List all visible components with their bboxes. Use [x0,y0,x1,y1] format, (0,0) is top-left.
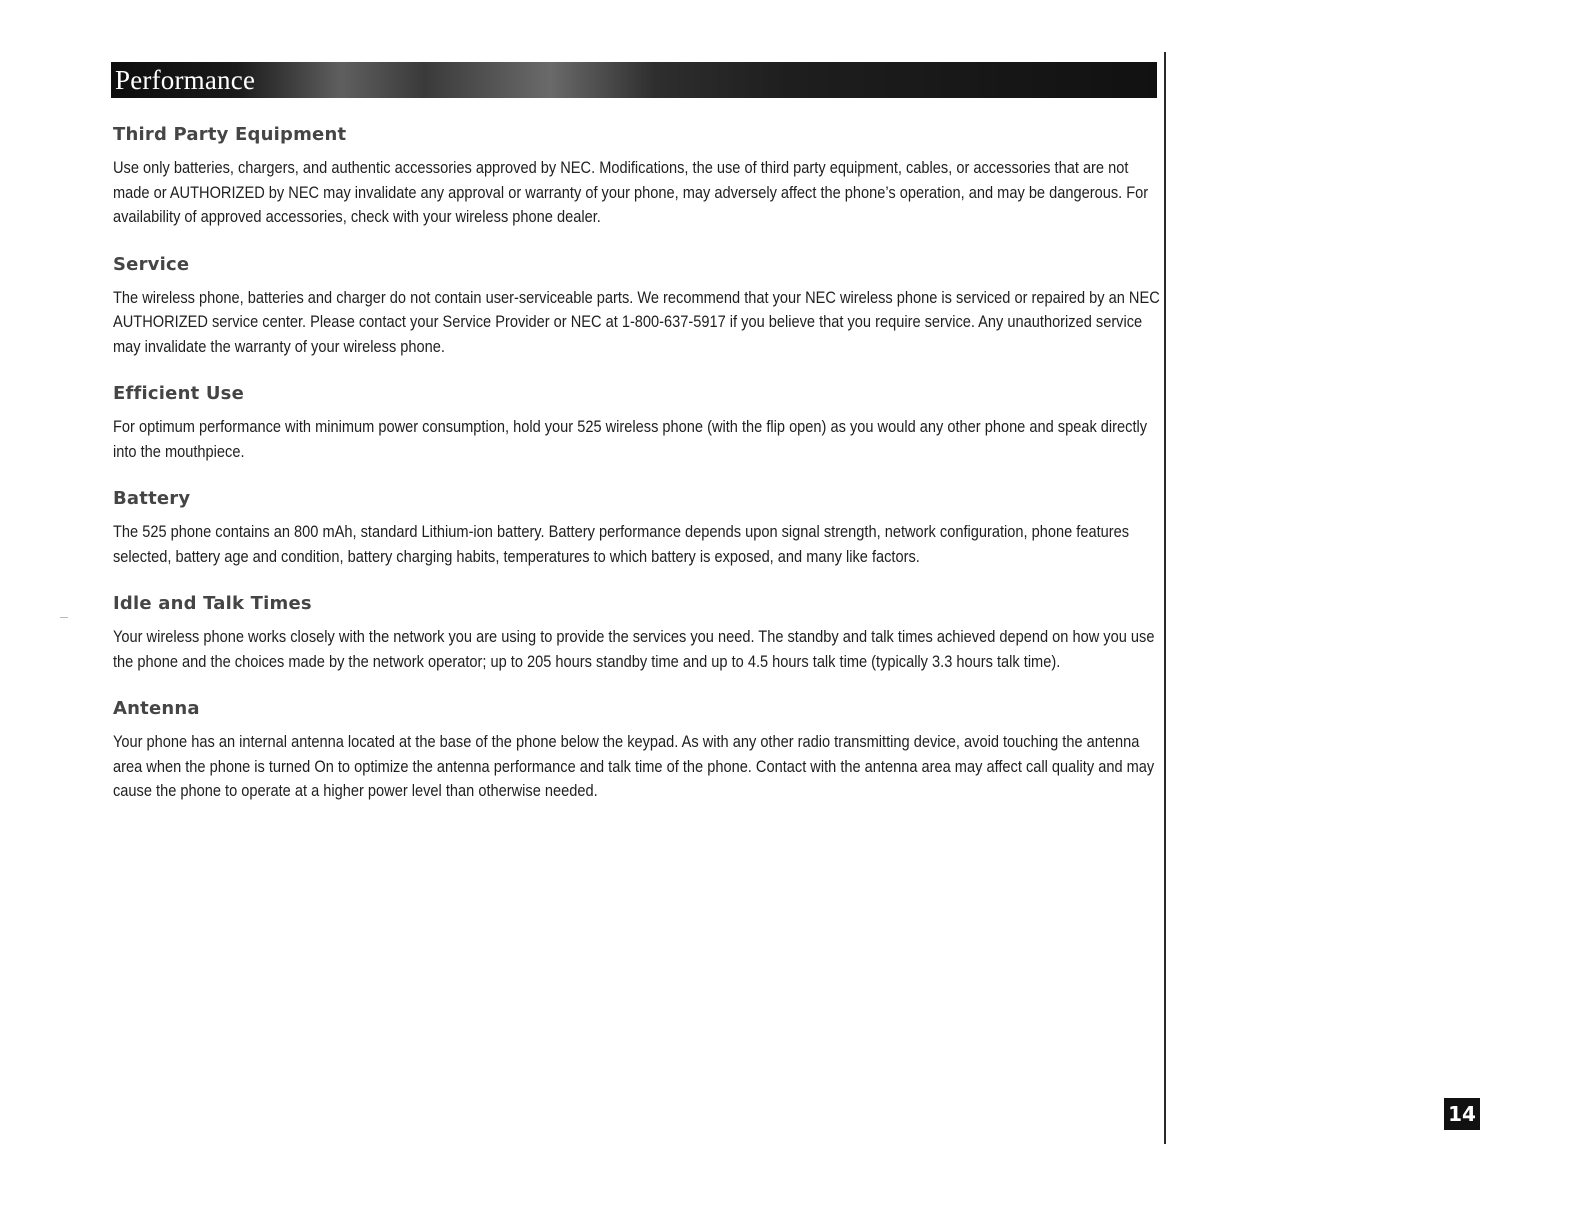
section-heading: Third Party Equipment [113,124,347,145]
section-heading: Battery [113,488,191,509]
section-antenna [113,698,1163,804]
section-paragraph: For optimum performance with minimum power consumption, hold your 525 wireless phone (with the flip open) as you would any other phone and speak directly into the mouthpiece. [113,417,1148,461]
section-idle-and-talk-times [113,593,1163,674]
section-heading: Idle and Talk Times [113,593,312,614]
section-paragraph: Your wireless phone works closely with the network you are using to provide the services you need. The standby and talk times achieved depend on how you use the phone and the choices made by the network operator; up to 205 hours standby time and up to 4.5 hours talk time (typically 3.3 hours talk time). [113,627,1155,671]
section-third-party-equipment [113,124,1163,230]
section-heading: Efficient Use [113,383,244,404]
section-service [113,254,1163,360]
section-paragraph: Use only batteries, chargers, and authentic accessories approved by NEC. Modifications, the use of third party equipment, cables, or accessories that are not made or AUTHORIZED by NEC may invalidate any approval or warranty of your phone, may adversely affect the phone’s operation, and may be dangerous. For availability of approved accessories, check with your wireless phone dealer. [113,158,1149,226]
section-efficient-use [113,383,1163,464]
section-heading: Service [113,253,190,275]
margin-mark [60,617,68,618]
section-paragraph: The 525 phone contains an 800 mAh, standard Lithium-ion battery. Battery performance depends upon signal strength, network configuration, phone features selected, battery age and condition, battery charging habits, temperatures to which battery is exposed, and many like factors. [113,522,1130,566]
section-title-bar [111,62,1157,98]
content-column [113,124,1163,828]
section-paragraph: Your phone has an internal antenna located at the base of the phone below the keypad. As with any other radio transmitting device, avoid touching the antenna area when the phone is turned On to optimize the antenna performance and talk time of the phone. Contact with the antenna area may affect call quality and may cause the phone to operate at a higher power level than otherwise needed. [113,732,1155,800]
section-heading: Antenna [113,698,200,719]
section-battery [113,488,1163,569]
column-divider [1164,52,1166,1144]
page-title: Performance [115,65,256,95]
section-paragraph: The wireless phone, batteries and charger do not contain user-serviceable parts. We recommend that your NEC wireless phone is serviced or repaired by an NEC AUTHORIZED service center. Please contact your Service Provider or NEC at 1-800-637-5917 if you believe that you require service. Any unauthorized service may invalidate the warranty of your wireless phone. [113,287,1160,356]
page-number: 14 [1444,1098,1480,1130]
